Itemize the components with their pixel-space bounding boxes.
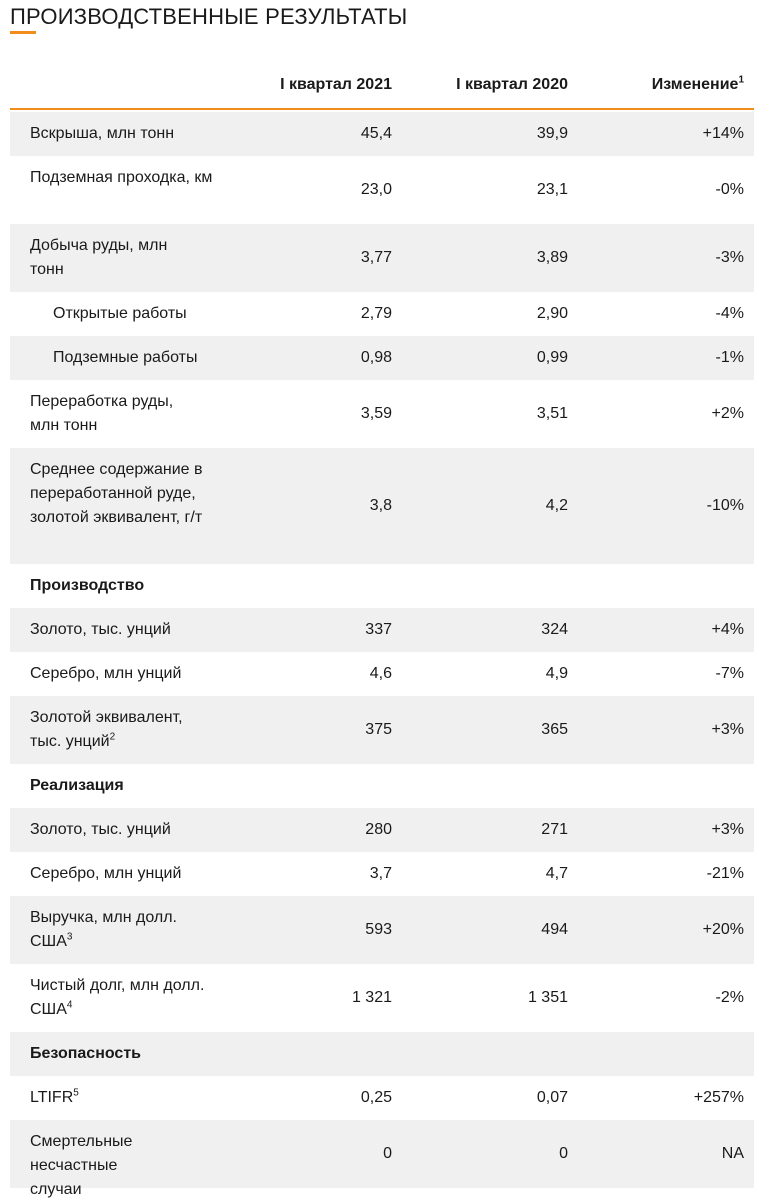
row-label-text: Добыча руды, млн тонн — [30, 237, 168, 278]
row-label-text: Реализация — [30, 777, 124, 794]
value-q1-2020: 0 — [559, 1145, 568, 1162]
value-q1-2020: 494 — [541, 921, 568, 938]
row-label-text: Золотой эквивалент, тыс. унций — [30, 709, 183, 750]
page-title: ПРОИЗВОДСТВЕННЫЕ РЕЗУЛЬТАТЫ — [10, 4, 408, 29]
value-change: -4% — [715, 305, 744, 322]
footnote-marker: 3 — [66, 931, 73, 943]
section-title — [30, 1042, 250, 1066]
table-row — [10, 448, 754, 564]
table-row — [10, 1120, 754, 1198]
value-q1-2021: 593 — [365, 921, 392, 938]
header-change-label: Изменение — [651, 76, 739, 93]
row-label — [30, 974, 230, 1022]
value-q1-2020: 23,1 — [536, 181, 568, 198]
row-label — [53, 346, 273, 370]
section-title — [30, 774, 250, 798]
row-label — [30, 906, 200, 954]
value-change: +2% — [711, 405, 744, 422]
row-label — [30, 1130, 160, 1202]
value-change: -2% — [715, 989, 744, 1006]
row-label-text: Открытые работы — [53, 305, 187, 322]
value-q1-2021: 45,4 — [360, 125, 392, 142]
section-header-row — [10, 1032, 754, 1076]
value-change: -0% — [715, 181, 744, 198]
row-label-text: Золото, тыс. унций — [30, 821, 171, 838]
row-label — [30, 662, 250, 686]
table-row — [10, 852, 754, 896]
row-label-text: Безопасность — [30, 1045, 141, 1062]
value-change: NA — [721, 1145, 744, 1162]
row-label-text: Смертельные несчастные случаи — [30, 1133, 133, 1198]
table-row — [10, 1076, 754, 1120]
table-row — [10, 652, 754, 696]
value-q1-2020: 0,07 — [536, 1089, 568, 1106]
value-q1-2020: 365 — [541, 721, 568, 738]
row-label — [30, 862, 250, 886]
value-q1-2021: 23,0 — [360, 181, 392, 198]
value-change: -21% — [706, 865, 744, 882]
value-q1-2021: 1 321 — [351, 989, 392, 1006]
value-change: +14% — [702, 125, 744, 142]
row-label — [30, 1086, 250, 1110]
section-header-row — [10, 564, 754, 608]
row-label-text: Серебро, млн унций — [30, 865, 182, 882]
value-q1-2021: 375 — [365, 721, 392, 738]
row-label-text: Подземная проходка, км — [30, 169, 213, 186]
table-header — [10, 66, 754, 108]
value-change: -1% — [715, 349, 744, 366]
row-label-text: Среднее содержание в переработанной руде, золотой эквивалент, г/т — [30, 461, 203, 526]
footnote-marker: 4 — [66, 999, 73, 1011]
table-row — [10, 336, 754, 380]
header-change-footnote: 1 — [738, 74, 744, 86]
table-row — [10, 808, 754, 852]
row-label — [30, 706, 210, 754]
table-row — [10, 292, 754, 336]
row-label-text: Производство — [30, 577, 145, 594]
row-label-text: Вскрыша, млн тонн — [30, 125, 175, 142]
section-title — [30, 574, 250, 598]
section-header-row — [10, 764, 754, 808]
value-q1-2021: 2,79 — [360, 305, 392, 322]
header-q1-2021: I квартал 2021 — [280, 76, 392, 93]
row-label — [30, 818, 250, 842]
value-change: -3% — [715, 249, 744, 266]
value-q1-2020: 2,90 — [536, 305, 568, 322]
table-row — [10, 696, 754, 764]
footnote-marker: 2 — [109, 731, 116, 743]
row-label-text: Серебро, млн унций — [30, 665, 182, 682]
row-label — [30, 166, 220, 190]
value-q1-2020: 3,89 — [536, 249, 568, 266]
value-q1-2021: 0,25 — [360, 1089, 392, 1106]
value-change: +20% — [702, 921, 744, 938]
value-change: -7% — [715, 665, 744, 682]
value-q1-2020: 271 — [541, 821, 568, 838]
row-label-text: Выручка, млн долл. США — [30, 909, 177, 950]
header-change — [652, 76, 744, 94]
results-table — [10, 112, 754, 1198]
row-label — [30, 618, 250, 642]
table-row — [10, 608, 754, 652]
row-label-text: Подземные работы — [53, 349, 198, 366]
value-change: +257% — [693, 1089, 744, 1106]
header-q1-2020: I квартал 2020 — [456, 76, 568, 93]
row-label — [30, 458, 220, 530]
footnote-marker: 5 — [73, 1087, 79, 1099]
value-q1-2020: 324 — [541, 621, 568, 638]
value-q1-2020: 3,51 — [536, 405, 568, 422]
value-change: +3% — [711, 721, 744, 738]
value-q1-2021: 3,77 — [360, 249, 392, 266]
value-q1-2020: 1 351 — [527, 989, 568, 1006]
value-change: +3% — [711, 821, 744, 838]
table-row — [10, 896, 754, 964]
value-q1-2021: 337 — [365, 621, 392, 638]
row-label — [30, 234, 200, 282]
value-q1-2021: 0,98 — [360, 349, 392, 366]
value-q1-2020: 39,9 — [536, 125, 568, 142]
row-label-text: Чистый долг, млн долл. США — [30, 977, 205, 1018]
value-q1-2021: 0 — [383, 1145, 392, 1162]
table-row — [10, 380, 754, 448]
value-q1-2020: 4,9 — [545, 665, 568, 682]
table-row — [10, 224, 754, 292]
value-q1-2021: 3,59 — [360, 405, 392, 422]
row-label-text: Золото, тыс. унций — [30, 621, 171, 638]
row-label-text: Переработка руды, млн тонн — [30, 393, 174, 434]
value-change: -10% — [706, 497, 744, 514]
value-q1-2021: 4,6 — [369, 665, 392, 682]
value-q1-2020: 4,2 — [545, 497, 568, 514]
row-label — [53, 302, 273, 326]
table-row — [10, 964, 754, 1032]
title-accent-line — [10, 31, 36, 34]
table-row — [10, 156, 754, 224]
row-label-text: LTIFR — [30, 1089, 74, 1106]
value-q1-2021: 280 — [365, 821, 392, 838]
header-divider — [10, 108, 754, 110]
value-q1-2021: 3,7 — [369, 865, 392, 882]
value-q1-2020: 4,7 — [545, 865, 568, 882]
row-label — [30, 122, 220, 146]
value-q1-2021: 3,8 — [369, 497, 392, 514]
value-change: +4% — [711, 621, 744, 638]
row-label — [30, 390, 200, 438]
value-q1-2020: 0,99 — [536, 349, 568, 366]
table-row — [10, 112, 754, 156]
